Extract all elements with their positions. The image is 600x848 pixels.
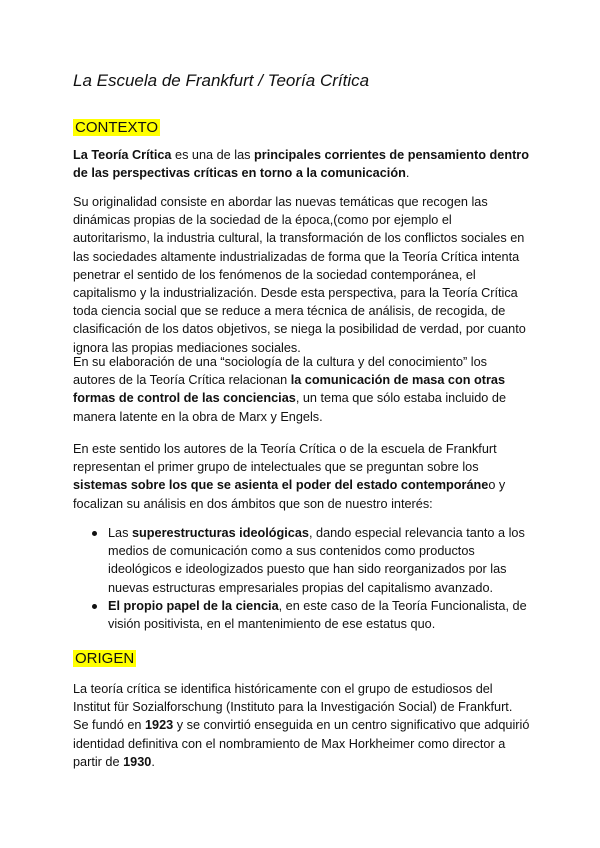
- text-run: , un tema que sólo estaba incluido de manera latente en la obra de Marx y Engels.: [73, 391, 507, 424]
- section-heading-origen: [73, 649, 136, 669]
- text-run: .: [405, 166, 410, 181]
- section-heading-contexto-text: CONTEXTO: [75, 119, 159, 136]
- bold-text: la comunicación de masa con otras formas de control de las conciencias: [73, 373, 506, 406]
- text-run: .: [151, 754, 155, 769]
- text-run: En este sentido los autores de la Teoría Crítica o de la escuela de Frankfurt representan el primer grupo de intelectuales que se preguntan sobre los: [73, 442, 497, 475]
- bold-text: El propio papel de la ciencia: [108, 598, 279, 613]
- paragraph-sentido: [73, 440, 531, 513]
- text-run: En su elaboración de una “sociología de la cultura y del conocimiento” los autores de la Teoría Crítica relacionan: [73, 355, 487, 388]
- paragraph-sociologia: [73, 353, 531, 426]
- text-run: Las: [108, 526, 132, 540]
- bold-text: La Teoría Crítica: [73, 148, 172, 162]
- text-run: es una de las: [171, 148, 255, 162]
- bold-text: 1930: [123, 754, 152, 769]
- page-title: La Escuela de Frankfurt / Teoría Crítica: [73, 71, 370, 90]
- text-run: , dando especial relevancia tanto a los medios de comunicación como a sus contenidos como productos ideológicos e ideologizados puesto que han sido reorganizados por las nuevas estructuras empresariales propias del capitalismo avanzado.: [108, 526, 525, 595]
- bold-text: sistemas sobre los que se asienta el poder del estado contemporáne: [73, 478, 489, 493]
- list-item: [73, 524, 531, 597]
- bold-text: 1923: [144, 718, 174, 733]
- bold-text: principales corrientes de pensamiento dentro de las perspectivas críticas en torno a la comunicación: [73, 148, 529, 181]
- text-run: La teoría crítica se identifica históricamente con el grupo de estudiosos del Institut für Sozialforschung (Instituto para la Investigación Social) de Frankfurt. Se fundó en: [73, 682, 513, 733]
- paragraph-originalidad: Su originalidad consiste en abordar las nuevas temáticas que recogen las dinámicas propias de la sociedad de la época,(como por ejemplo el autoritarismo, la industria cultural, la transformación de los conflictos sociales en las sociedades altamente industrializadas de forma que la Teoría Crítica intenta penetrar el sentido de los fenómenos de la sociedad contemporánea, el capitalismo y la industrialización. Desde esta perspectiva, para la Teoría Crítica toda ciencia social que se reduce a mera técnica de análisis, de recogida, de clasificación de los datos objetivos, se niega la posibilidad de verdad, por cuanto ignora las propias mediaciones sociales.: [73, 195, 526, 355]
- bold-text: superestructuras ideológicas: [131, 526, 309, 540]
- text-run: , en este caso de la Teoría Funcionalista, de visión positivista, en el mantenimiento de ese estatus quo.: [108, 598, 527, 632]
- paragraph-intro: [73, 146, 531, 182]
- text-run: o y focalizan su análisis en dos ámbitos que son de nuestro interés:: [73, 478, 506, 511]
- paragraph-origen: [73, 680, 531, 771]
- section-heading-origen-text: ORIGEN: [75, 650, 135, 667]
- text-run: y se convirtió enseguida en un centro significativo que adquirió identidad definitiva con el nombramiento de Max Horkheimer como director a partir de: [73, 718, 530, 769]
- bullet-list: [73, 524, 531, 633]
- section-heading-contexto: [73, 118, 160, 138]
- list-item: [73, 597, 531, 633]
